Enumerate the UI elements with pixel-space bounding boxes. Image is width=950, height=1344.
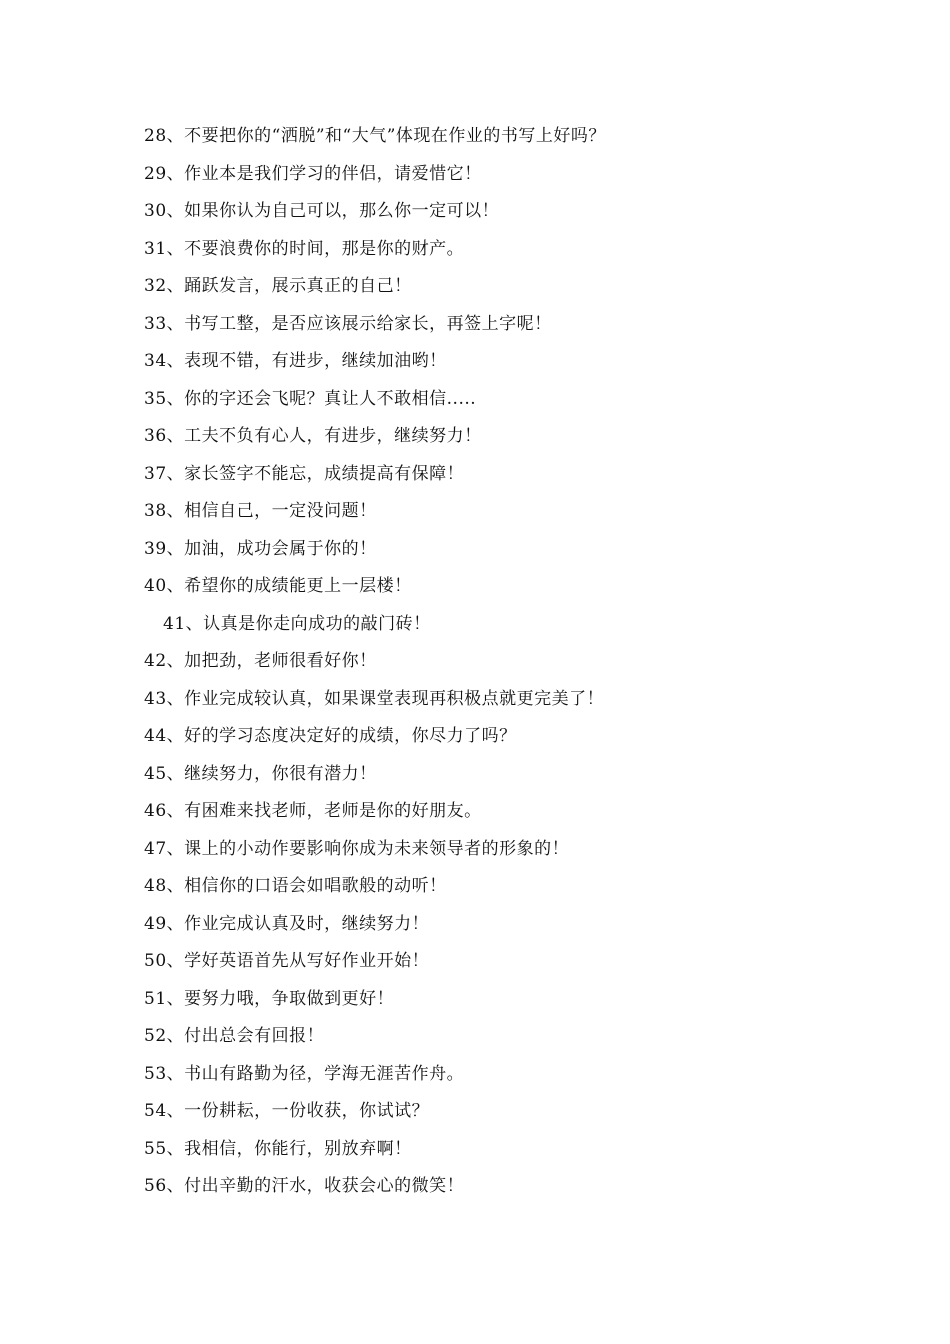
comment-line: 51、要努力哦，争取做到更好！	[144, 988, 395, 1009]
comment-line: 55、我相信，你能行，别放弃啊！	[144, 1138, 412, 1159]
comment-line: 43、作业完成较认真，如果课堂表现再积极点就更完美了！	[144, 688, 605, 709]
comment-line: 56、付出辛勤的汗水，收获会心的微笑！	[144, 1176, 465, 1196]
comment-line: 39、加油，成功会属于你的！	[144, 538, 377, 559]
comment-line: 28、不要把你的“洒脱”和“大气”体现在作业的书写上好吗？	[144, 126, 606, 146]
comment-line: 31、不要浪费你的时间，那是你的财产。	[144, 238, 465, 259]
comment-line: 41、认真是你走向成功的敲门砖！	[163, 613, 431, 634]
comment-line: 33、书写工整，是否应该展示给家长，再签上字呢！	[144, 313, 552, 334]
comment-line: 46、有困难来找老师，老师是你的好朋友。	[144, 801, 482, 821]
comment-line: 29、作业本是我们学习的伴侣，请爱惜它！	[144, 163, 482, 184]
comment-line: 37、家长签字不能忘，成绩提高有保障！	[144, 463, 465, 484]
comment-line: 54、一份耕耘，一份收获，你试试？	[144, 1101, 430, 1121]
comment-line: 42、加把劲，老师很看好你！	[144, 651, 377, 671]
comment-line: 38、相信自己，一定没问题！	[144, 501, 377, 521]
comment-line: 53、书山有路勤为径，学海无涯苦作舟。	[144, 1063, 465, 1084]
comment-line: 48、相信你的口语会如唱歌般的动听！	[144, 876, 447, 896]
comment-line: 35、你的字还会飞呢？真让人不敢相信.....	[144, 388, 477, 409]
comment-line: 36、工夫不负有心人，有进步，继续努力！	[144, 426, 482, 446]
comment-list	[144, 118, 864, 1206]
comment-line: 52、付出总会有回报！	[144, 1026, 325, 1046]
comment-line: 30、如果你认为自己可以，那么你一定可以！	[144, 201, 500, 221]
comment-line: 34、表现不错，有进步，继续加油哟！	[144, 351, 447, 371]
comment-line: 32、踊跃发言，展示真正的自己！	[144, 276, 412, 296]
comment-line: 40、希望你的成绩能更上一层楼！	[144, 576, 412, 596]
comment-line: 47、课上的小动作要影响你成为未来领导者的形象的！	[144, 838, 570, 859]
comment-line: 45、继续努力，你很有潜力！	[144, 763, 377, 784]
comment-line: 49、作业完成认真及时，继续努力！	[144, 913, 430, 934]
comment-line: 44、好的学习态度决定好的成绩，你尽力了吗？	[144, 726, 517, 746]
comment-line: 50、学好英语首先从写好作业开始！	[144, 951, 430, 971]
